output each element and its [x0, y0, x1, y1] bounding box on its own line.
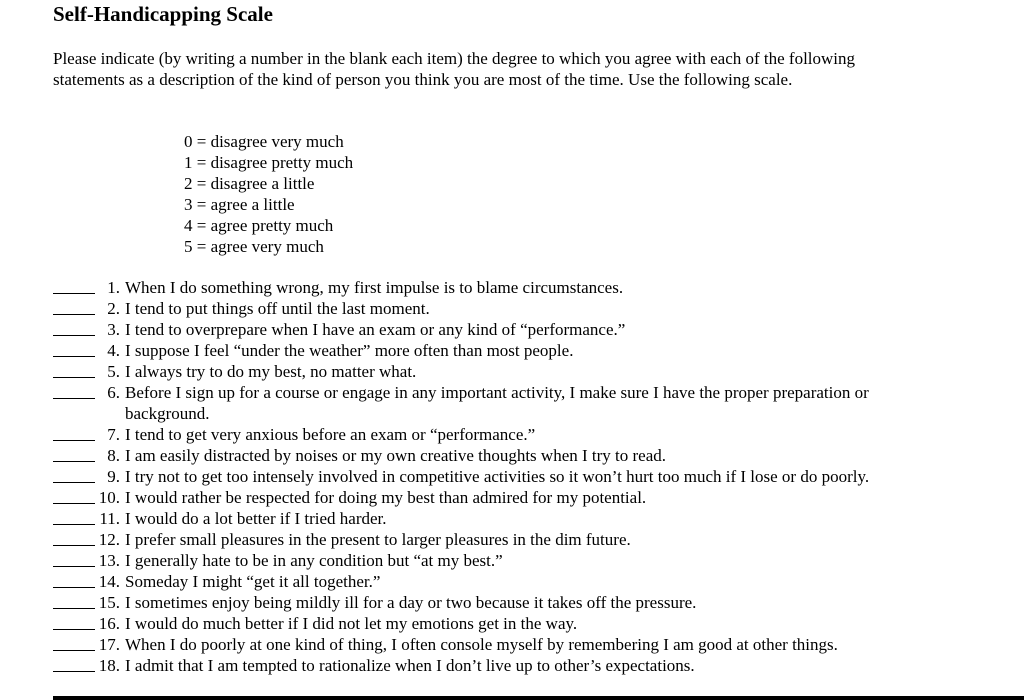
questionnaire-item [0, 550, 1024, 571]
questionnaire-item [0, 340, 1024, 361]
answer-blank[interactable] [53, 314, 95, 315]
item-text: When I do poorly at one kind of thing, I often console myself by remembering I am good at other things. [125, 635, 838, 654]
item-text: I prefer small pleasures in the present to larger pleasures in the dim future. [125, 530, 631, 549]
questionnaire-item [0, 655, 1024, 676]
answer-blank[interactable] [53, 545, 95, 546]
answer-blank[interactable] [53, 461, 95, 462]
questionnaire-item [0, 277, 1024, 298]
answer-blank[interactable] [53, 398, 95, 399]
answer-blank[interactable] [53, 356, 95, 357]
item-text: I always try to do my best, no matter what. [125, 362, 417, 381]
item-text: I tend to put things off until the last moment. [125, 299, 430, 318]
item-text: I am easily distracted by noises or my own creative thoughts when I try to read. [125, 446, 667, 465]
questionnaire-item [0, 382, 1024, 424]
questionnaire-item [0, 613, 1024, 634]
item-number: 14. [98, 572, 120, 591]
answer-blank[interactable] [53, 650, 95, 651]
questionnaire-item [0, 361, 1024, 382]
scale-option: 1 = disagree pretty much [184, 153, 354, 172]
answer-blank[interactable] [53, 503, 95, 504]
questionnaire-item [0, 634, 1024, 655]
item-number: 5. [107, 362, 120, 381]
answer-blank[interactable] [53, 566, 95, 567]
scale-option: 5 = agree very much [184, 237, 324, 256]
scale-option: 0 = disagree very much [184, 132, 344, 151]
item-text: I would rather be respected for doing my best than admired for my potential. [125, 488, 647, 507]
answer-blank[interactable] [53, 608, 95, 609]
page-bottom-border [53, 696, 1024, 700]
item-number: 16. [98, 614, 120, 633]
questionnaire-item [0, 424, 1024, 445]
item-number: 12. [98, 530, 120, 549]
answer-blank[interactable] [53, 671, 95, 672]
item-number: 10. [98, 488, 120, 507]
item-text: I generally hate to be in any condition but “at my best.” [125, 551, 503, 570]
item-number: 13. [98, 551, 120, 570]
item-number: 2. [107, 299, 120, 318]
questionnaire-item [0, 319, 1024, 340]
scale-option: 2 = disagree a little [184, 174, 315, 193]
rating-scale-legend [184, 131, 353, 257]
item-text: Before I sign up for a course or engage in any important activity, I make sure I have the proper preparation or background. [125, 383, 869, 423]
item-text: I would do a lot better if I tried harder. [125, 509, 387, 528]
item-text: When I do something wrong, my first impulse is to blame circumstances. [125, 278, 624, 297]
item-text: Someday I might “get it all together.” [125, 572, 381, 591]
item-number: 9. [107, 467, 120, 486]
answer-blank[interactable] [53, 293, 95, 294]
item-number: 17. [98, 635, 120, 654]
questionnaire-item [0, 487, 1024, 508]
scale-option: 3 = agree a little [184, 195, 295, 214]
item-number: 3. [107, 320, 120, 339]
answer-blank[interactable] [53, 629, 95, 630]
questionnaire-item [0, 592, 1024, 613]
item-number: 7. [107, 425, 120, 444]
item-text: I try not to get too intensely involved in competitive activities so it won’t hurt too much if I lose or do poorly. [125, 467, 870, 486]
item-text: I sometimes enjoy being mildly ill for a day or two because it takes off the pressure. [125, 593, 697, 612]
item-text: I tend to get very anxious before an exam or “performance.” [125, 425, 536, 444]
item-number: 15. [98, 593, 120, 612]
item-number: 18. [98, 656, 120, 675]
questionnaire-item [0, 529, 1024, 550]
answer-blank[interactable] [53, 440, 95, 441]
answer-blank[interactable] [53, 587, 95, 588]
answer-blank[interactable] [53, 335, 95, 336]
scale-option: 4 = agree pretty much [184, 216, 334, 235]
questionnaire-item [0, 466, 1024, 487]
item-text: I suppose I feel “under the weather” more often than most people. [125, 341, 574, 360]
questionnaire-item [0, 508, 1024, 529]
answer-blank[interactable] [53, 524, 95, 525]
item-number: 8. [107, 446, 120, 465]
instructions-paragraph: Please indicate (by writing a number in the blank each item) the degree to which you agree with each of the following statements as a description of the kind of person you think you are most of the time. Use the following scale. [53, 49, 856, 89]
answer-blank[interactable] [53, 482, 95, 483]
item-number: 1. [107, 278, 120, 297]
item-text: I admit that I am tempted to rationalize when I don’t live up to other’s expectations. [125, 656, 695, 675]
item-number: 4. [107, 341, 120, 360]
questionnaire-item [0, 571, 1024, 592]
questionnaire-item [0, 298, 1024, 319]
page-title: Self-Handicapping Scale [53, 2, 273, 26]
item-number: 6. [107, 383, 120, 402]
item-number: 11. [99, 509, 120, 528]
answer-blank[interactable] [53, 377, 95, 378]
item-text: I tend to overprepare when I have an exam or any kind of “performance.” [125, 320, 626, 339]
questionnaire-item [0, 445, 1024, 466]
item-text: I would do much better if I did not let my emotions get in the way. [125, 614, 578, 633]
questionnaire-items [0, 277, 1024, 676]
